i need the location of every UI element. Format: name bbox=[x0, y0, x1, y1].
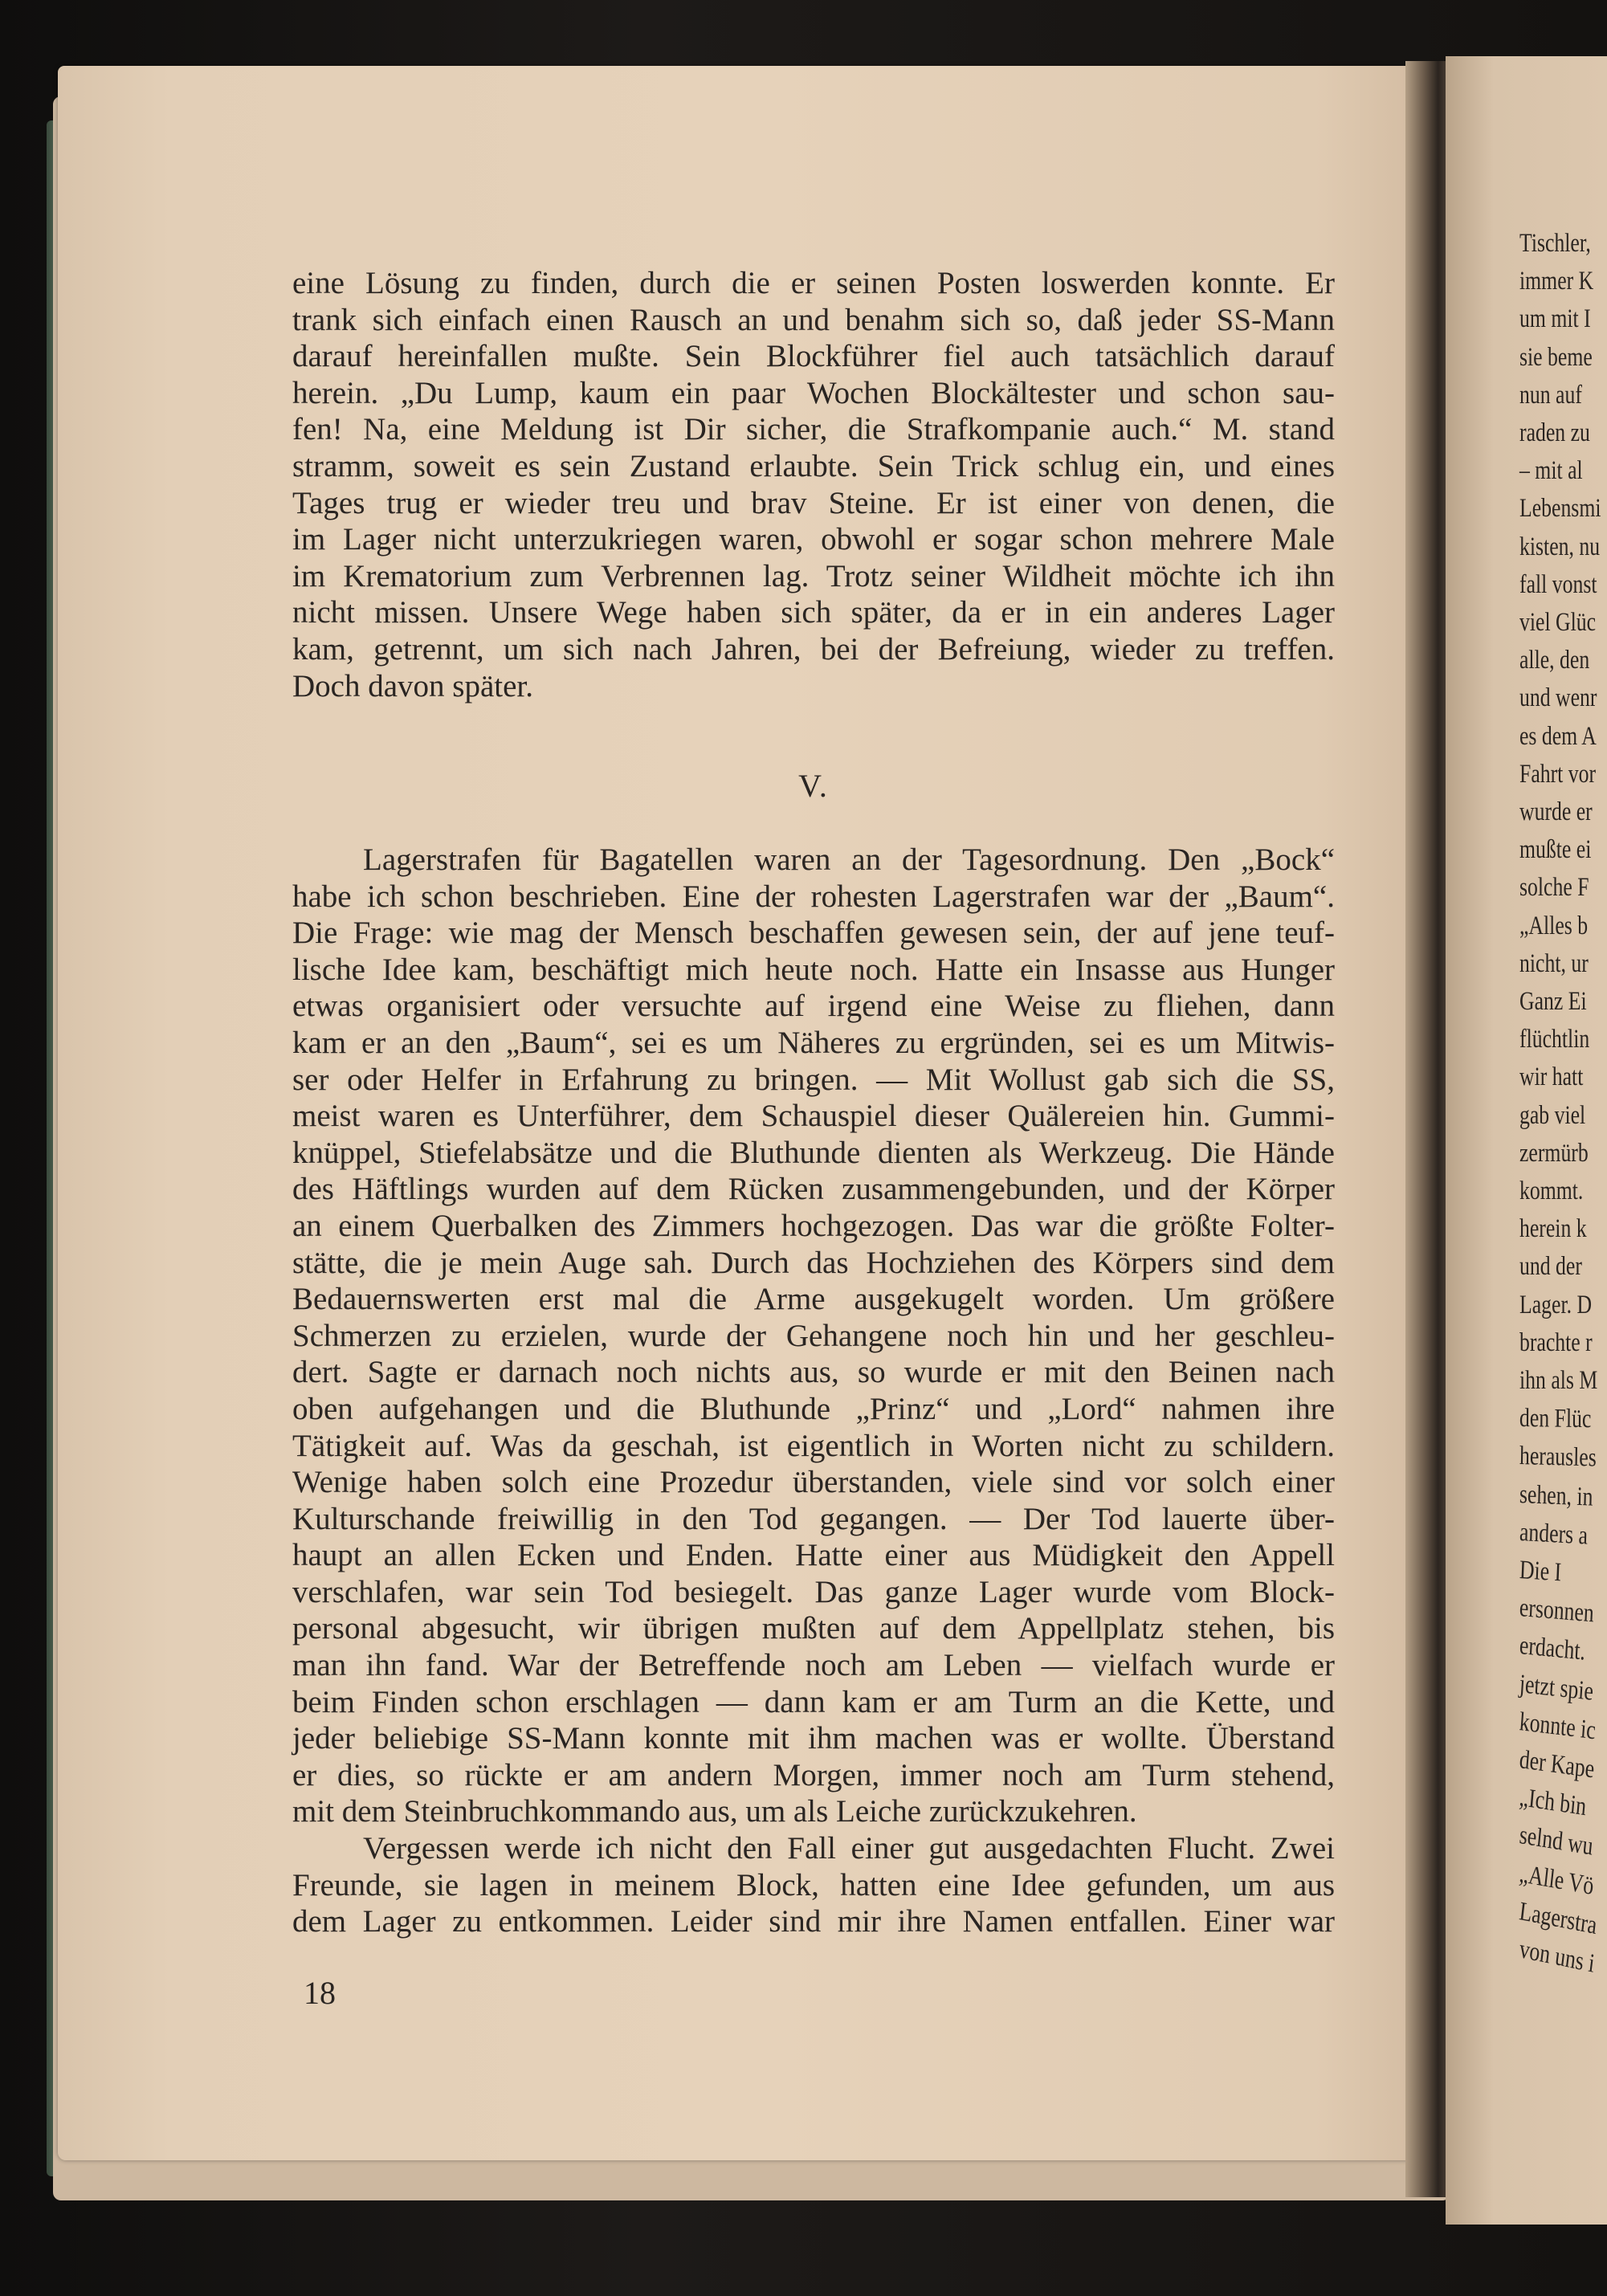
right-page-line-fragment: und der bbox=[1519, 1252, 1582, 1282]
text-line: herein. „Du Lump, kaum ein paar Wochen Blockältester und schon sau- bbox=[292, 375, 1335, 410]
text-line: stramm, soweit es sein Zustand erlaubte. Sein Trick schlug ein, und eines bbox=[292, 448, 1335, 483]
right-page-line-fragment: Lagerstra bbox=[1518, 1896, 1599, 1940]
text-line: verschlafen, war sein Tod besiegelt. Das ganze Lager wurde vom Block- bbox=[292, 1574, 1335, 1609]
right-page-line-fragment: kommt. bbox=[1519, 1177, 1584, 1205]
text-line: Schmerzen zu erzielen, wurde der Gehangene noch hin und her geschleu- bbox=[292, 1318, 1335, 1353]
right-page-line-fragment: erdacht. bbox=[1519, 1631, 1587, 1667]
right-page-line-fragment: selnd wu bbox=[1518, 1821, 1595, 1862]
text-line: im Lager nicht unterzukriegen waren, obwohl er sogar schon mehrere Male bbox=[292, 522, 1335, 557]
right-page-line-fragment: „Ich bin bbox=[1518, 1783, 1588, 1822]
text-line: des Häftlings wurden auf dem Rücken zusammengebunden, und der Körper bbox=[292, 1172, 1335, 1207]
right-page-line-fragment: mußte ei bbox=[1519, 835, 1592, 865]
text-line: nicht missen. Unsere Wege haben sich später, da er in ein anderes Lager bbox=[292, 595, 1335, 630]
right-page-line-fragment: der Kape bbox=[1518, 1745, 1596, 1784]
text-line: fen! Na, eine Meldung ist Dir sicher, die Strafkompanie auch.“ M. stand bbox=[292, 412, 1335, 447]
right-page-line-fragment: zermürb bbox=[1519, 1138, 1589, 1168]
right-page-partial bbox=[1446, 56, 1607, 2225]
right-page-line-fragment: solche F bbox=[1519, 873, 1589, 903]
right-page-line-fragment: Lager. D bbox=[1519, 1290, 1593, 1319]
text-line: Tages trug er wieder treu und brav Steine. Er ist einer von denen, die bbox=[292, 485, 1335, 520]
right-page-line-fragment: kisten, nu bbox=[1519, 532, 1601, 561]
text-line: darauf hereinfallen mußte. Sein Blockführer fiel auch tatsächlich darauf bbox=[292, 339, 1335, 374]
right-page-line-fragment: Fahrt vor bbox=[1519, 759, 1597, 789]
right-page-line-fragment: Tischler, bbox=[1519, 229, 1591, 258]
text-line: Wenige haben solch eine Prozedur überstanden, viele sind vor solch einer bbox=[292, 1465, 1335, 1500]
right-page-line-fragment: jetzt spie bbox=[1518, 1669, 1595, 1707]
right-page-line-fragment: viel Glüc bbox=[1519, 608, 1597, 637]
right-page-line-fragment: nicht, ur bbox=[1519, 948, 1589, 978]
text-line: Tätigkeit auf. Was da geschah, ist eigentlich in Worten nicht zu schildern. bbox=[292, 1428, 1335, 1463]
page-number: 18 bbox=[304, 1975, 336, 2011]
right-page-line-fragment: flüchtlin bbox=[1519, 1025, 1590, 1054]
right-page-line-fragment: nun auf bbox=[1519, 380, 1582, 410]
text-line: beim Finden schon erschlagen — dann kam er am Turm an die Kette, und bbox=[292, 1684, 1335, 1719]
right-page-line-fragment: fall vonst bbox=[1519, 569, 1597, 599]
right-page-line-fragment: Lebensmi bbox=[1519, 494, 1601, 524]
text-line: Freunde, sie lagen in meinem Block, hatten eine Idee gefunden, um aus bbox=[292, 1867, 1335, 1902]
text-line: mit dem Steinbruchkommando aus, um als Leiche zurückzukehren. bbox=[292, 1794, 1137, 1829]
right-page-line-fragment: „Alle Vö bbox=[1518, 1858, 1596, 1901]
text-line: dem Lager zu entkommen. Leider sind mir ihre Namen entfallen. Einer war bbox=[292, 1904, 1335, 1939]
right-page-line-fragment: ihn als M bbox=[1519, 1366, 1598, 1395]
right-page-line-fragment: sehen, in bbox=[1519, 1479, 1593, 1512]
right-page-line-fragment: sie beme bbox=[1519, 342, 1593, 372]
text-line: lische Idee kam, beschäftigt mich heute noch. Hatte ein Insasse aus Hunger bbox=[292, 952, 1335, 987]
right-page-line-fragment: Die I bbox=[1519, 1556, 1562, 1588]
right-page-line-fragment: raden zu bbox=[1519, 418, 1590, 447]
text-line: oben aufgehangen und die Bluthunde „Prinz“ und „Lord“ nahmen ihre bbox=[292, 1391, 1335, 1426]
paragraph-2-and-3 bbox=[292, 842, 1335, 1940]
text-line: Doch davon später. bbox=[292, 668, 534, 703]
right-page-line-fragment: es dem A bbox=[1519, 721, 1597, 751]
text-line: jeder beliebige SS-Mann konnte mit ihm machen was er wollte. Überstand bbox=[292, 1721, 1335, 1756]
text-line: Lagerstrafen für Bagatellen waren an der Tagesordnung. Den „Bock“ bbox=[363, 842, 1335, 877]
text-line: man ihn fand. War der Betreffende noch am Leben — vielfach wurde er bbox=[292, 1648, 1335, 1683]
text-line: habe ich schon beschrieben. Eine der rohesten Lagerstrafen war der „Baum“. bbox=[292, 879, 1335, 914]
right-page-line-fragment: konnte ic bbox=[1518, 1707, 1597, 1746]
right-page-line-fragment: herausles bbox=[1519, 1442, 1597, 1473]
right-page-line-fragment: und wenr bbox=[1519, 683, 1597, 713]
right-page-line-fragment: brachte r bbox=[1519, 1327, 1593, 1357]
text-line: etwas organisiert oder versuchte auf irgend eine Weise zu fliehen, dann bbox=[292, 989, 1335, 1024]
text-line: er dies, so rückte er am andern Morgen, immer noch am Turm stehend, bbox=[292, 1757, 1335, 1792]
right-page-line-fragment: den Flüc bbox=[1519, 1404, 1592, 1434]
right-page-line-fragment: um mit I bbox=[1519, 304, 1591, 334]
text-line: personal abgesucht, wir übrigen mußten auf dem Appellplatz stehen, bis bbox=[292, 1611, 1335, 1646]
text-line: trank sich einfach einen Rausch an und benahm sich so, daß jeder SS-Mann bbox=[292, 302, 1335, 337]
text-line: eine Lösung zu finden, durch die er seinen Posten loswerden konnte. Er bbox=[292, 266, 1335, 300]
right-page-line-fragment: alle, den bbox=[1519, 646, 1590, 675]
text-line: dert. Sagte er darnach noch nichts aus, so wurde er mit den Beinen nach bbox=[292, 1355, 1335, 1390]
right-page-line-fragment: von uns i bbox=[1517, 1935, 1597, 1979]
right-page-line-fragment: ersonnen bbox=[1519, 1593, 1595, 1629]
text-line: Die Frage: wie mag der Mensch beschaffen gewesen sein, der auf jene teuf- bbox=[292, 916, 1335, 951]
section-heading: V. bbox=[798, 768, 829, 804]
right-page-line-fragment: herein k bbox=[1519, 1214, 1587, 1244]
text-line: kam er an den „Baum“, sei es um Näheres zu ergründen, sei es um Mitwis- bbox=[292, 1025, 1335, 1060]
right-page-line-fragment: gab viel bbox=[1519, 1100, 1586, 1130]
right-page-line-fragment: – mit al bbox=[1519, 456, 1583, 486]
text-line: Bedauernswerten erst mal die Arme ausgekugelt worden. Um größere bbox=[292, 1282, 1335, 1317]
text-line: meist waren es Unterführer, dem Schauspiel dieser Quälereien hin. Gummi- bbox=[292, 1099, 1335, 1134]
text-line: ser oder Helfer in Erfahrung zu bringen. — Mit Wollust gab sich die SS, bbox=[292, 1062, 1335, 1097]
right-page-line-fragment: anders a bbox=[1519, 1517, 1589, 1551]
right-page-line-fragment: wir hatt bbox=[1519, 1062, 1584, 1092]
text-line: im Krematorium zum Verbrennen lag. Trotz seiner Wildheit möchte ich ihn bbox=[292, 558, 1335, 593]
right-page-line-fragment: immer K bbox=[1519, 267, 1594, 296]
text-line: an einem Querbalken des Zimmers hochgezogen. Das war die größte Folter- bbox=[292, 1208, 1335, 1243]
text-line: kam, getrennt, um sich nach Jahren, bei der Befreiung, wieder zu treffen. bbox=[292, 631, 1335, 667]
paragraph-1 bbox=[292, 265, 1335, 704]
text-line: stätte, die je mein Auge sah. Durch das Hochziehen des Körpers sind dem bbox=[292, 1245, 1335, 1280]
right-page-line-fragment: „Alles b bbox=[1519, 911, 1589, 940]
text-line: knüppel, Stiefelabsätze und die Bluthunde dienten als Werkzeug. Die Hände bbox=[292, 1135, 1335, 1170]
text-line: Vergessen werde ich nicht den Fall einer gut ausgedachten Flucht. Zwei bbox=[363, 1831, 1335, 1866]
text-line: Kulturschande freiwillig in den Tod gegangen. — Der Tod lauerte über- bbox=[292, 1501, 1335, 1536]
text-line: haupt an allen Ecken und Enden. Hatte einer aus Müdigkeit den Appell bbox=[292, 1538, 1335, 1573]
right-page-line-fragment: Ganz Ei bbox=[1519, 987, 1587, 1016]
right-page-line-fragment: wurde er bbox=[1519, 797, 1593, 826]
